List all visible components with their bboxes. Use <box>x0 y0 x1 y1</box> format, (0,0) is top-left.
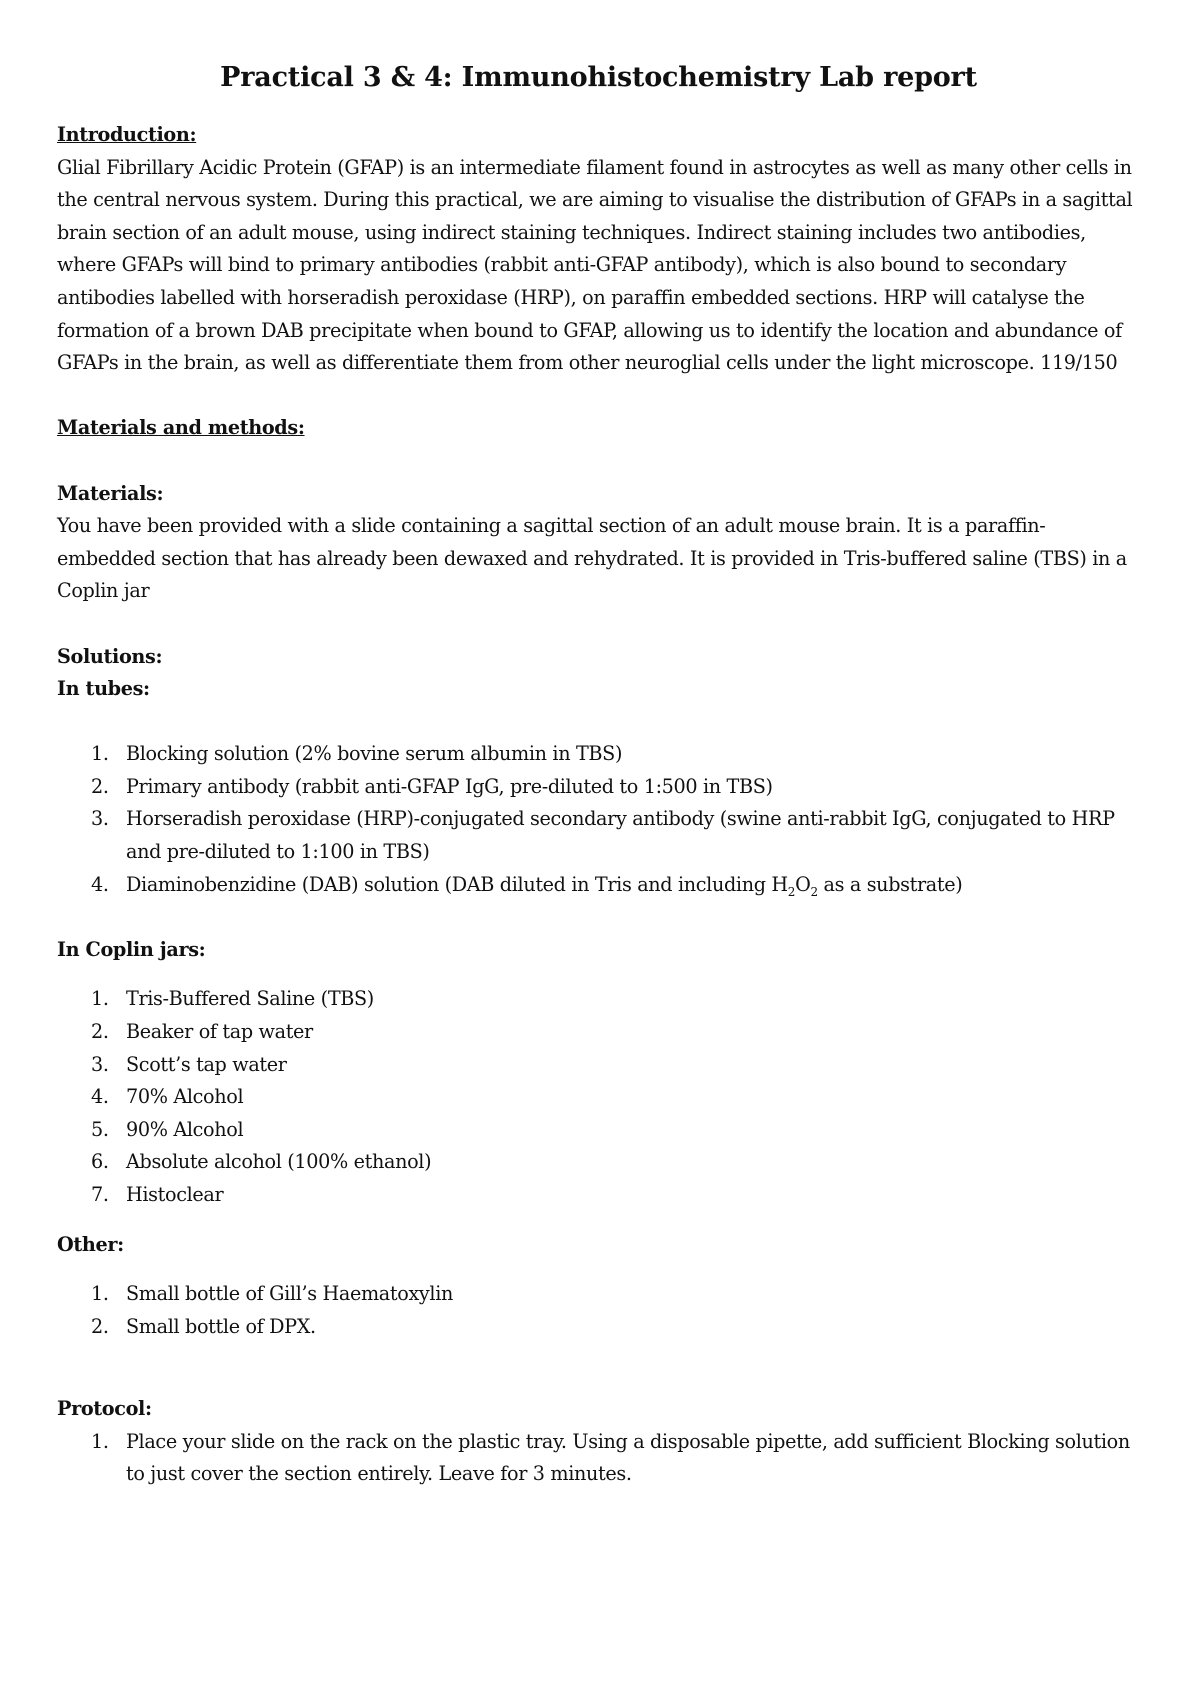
solutions-heading: Solutions: <box>57 644 163 668</box>
other-list <box>57 1278 1140 1343</box>
list-item: 1. Place your slide on the rack on the plastic tray. Using a disposable pipette, add sufficient Blocking solution to just cover the section entirely. Leave for 3 minutes. <box>91 1429 1130 1486</box>
materials-heading: Materials: <box>57 481 164 505</box>
list-item: 1. Small bottle of Gill’s Haematoxylin <box>91 1282 453 1306</box>
list-item: 3. Horseradish peroxidase (HRP)-conjugated secondary antibody (swine anti-rabbit IgG, conjugated to HRP and pre-diluted to 1:100 in TBS) <box>91 807 1115 864</box>
list-item: 1. Tris-Buffered Saline (TBS) <box>91 987 374 1011</box>
list-item: 5. 90% Alcohol <box>91 1117 244 1141</box>
list-item: 2. Small bottle of DPX. <box>91 1314 316 1338</box>
list-item: 2. Beaker of tap water <box>91 1020 313 1044</box>
list-item: 3. Scott’s tap water <box>91 1052 287 1076</box>
tubes-heading: In tubes: <box>57 677 150 701</box>
protocol-steps <box>57 1426 1140 1491</box>
list-item: 6. Absolute alcohol (100% ethanol) <box>91 1150 432 1174</box>
list-item: 1. Blocking solution (2% bovine serum albumin in TBS) <box>91 742 623 766</box>
materials-methods-heading: Materials and methods: <box>57 416 305 440</box>
other-heading: Other: <box>57 1232 124 1256</box>
protocol-heading: Protocol: <box>57 1396 152 1420</box>
coplin-jars-heading: In Coplin jars: <box>57 937 206 961</box>
tubes-list <box>57 738 1140 901</box>
materials-paragraph: You have been provided with a slide containing a sagittal section of an adult mouse brain. It is a paraffin-embedded section that has already been dewaxed and rehydrated. It is provided in Tris-buffered saline (TBS) in a Coplin jar <box>57 514 1127 603</box>
list-item: 7. Histoclear <box>91 1183 224 1206</box>
list-item: 2. Primary antibody (rabbit anti-GFAP IgG, pre-diluted to 1:500 in TBS) <box>91 774 773 798</box>
page-title: Practical 3 & 4: Immunohistochemistry Lab report <box>220 62 977 93</box>
introduction-paragraph: Glial Fibrillary Acidic Protein (GFAP) is an intermediate filament found in astrocytes as well as many other cells in the central nervous system. During this practical, we are aiming to visualise the distribution of GFAPs in a sagittal brain section of an adult mouse, using indirect staining techniques. Indirect staining includes two antibodies, where GFAPs will bind to primary antibodies (rabbit anti-GFAP antibody), which is also bound to secondary antibodies labelled with horseradish peroxidase (HRP), on paraffin embedded sections. HRP will catalyse the formation of a brown DAB precipitate when bound to GFAP, allowing us to identify the location and abundance of GFAPs in the brain, as well as differentiate them from other neuroglial cells under the light microscope. 119/150 <box>57 155 1133 375</box>
coplin-jars-list <box>57 983 1140 1211</box>
list-item: 4. Diaminobenzidine (DAB) solution (DAB diluted in Tris and including $H_2O_2$ as a substrate) <box>91 872 963 899</box>
list-item: 4. 70% Alcohol <box>91 1085 244 1109</box>
introduction-heading: Introduction: <box>57 123 197 146</box>
